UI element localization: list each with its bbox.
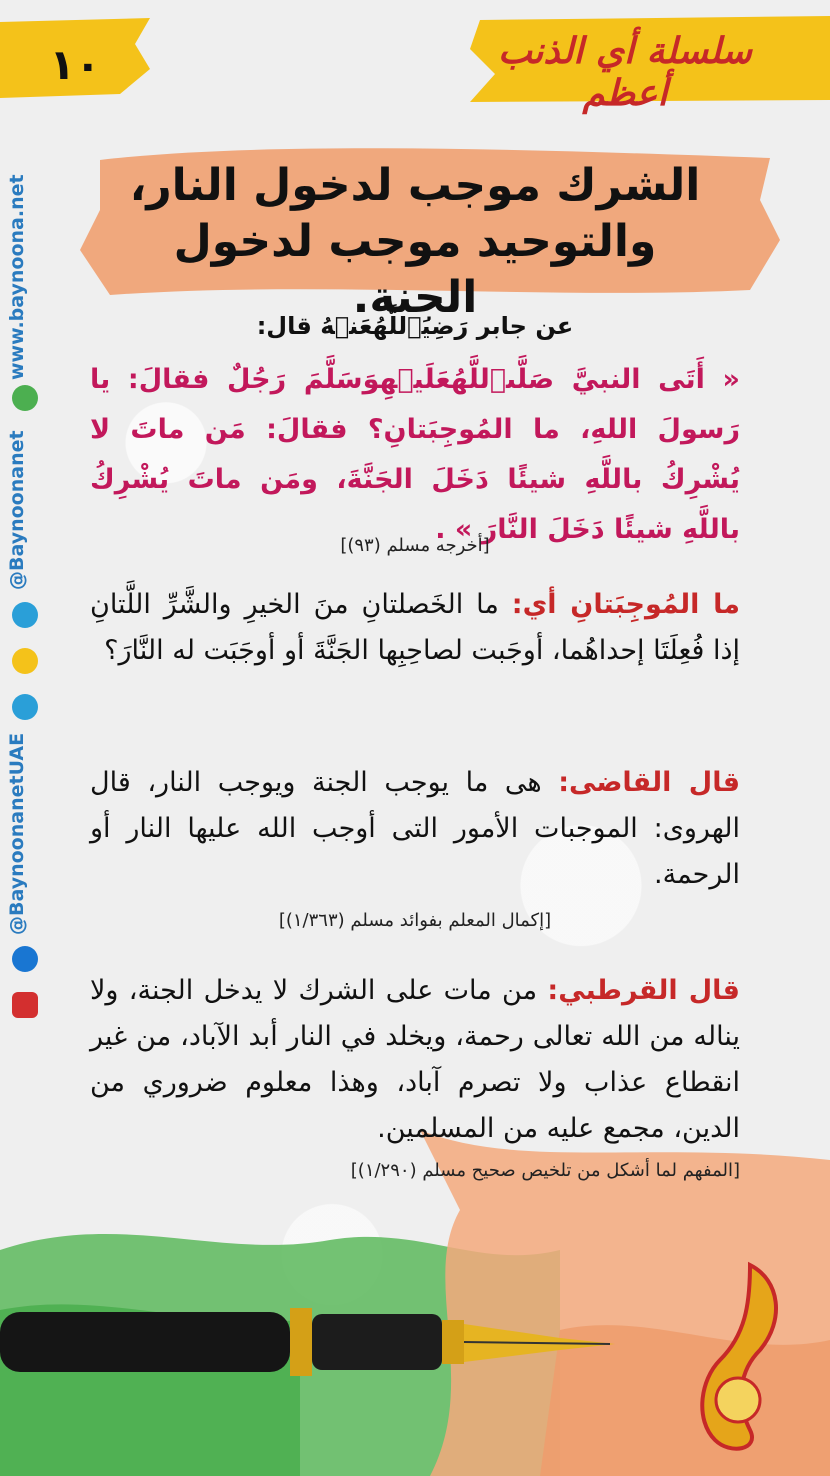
paragraph-3-label: قال القرطبي: xyxy=(547,975,740,1006)
paragraph-1-text: ما الخَصلتانِ منَ الخيرِ والشَّرِّ اللَّتانِ إذا فُعِلَتَا إحداهُما، أوجَبت لصاحِبِها الجَنَّةَ أو أوجَبَت له النَّارَ؟ xyxy=(90,589,740,666)
paragraph-2-label: قال القاضى: xyxy=(558,767,741,798)
fountain-pen-icon xyxy=(0,1290,620,1400)
heading-line-1: الشرك موجب لدخول النار، xyxy=(129,160,701,211)
facebook-icon[interactable] xyxy=(12,946,38,972)
series-title: سلسلة أي الذنب أعظم xyxy=(498,30,752,114)
twitter-icon[interactable] xyxy=(12,694,38,720)
snapchat-icon[interactable] xyxy=(12,648,38,674)
hadith-intro: عن جابر رَضِيَٱللَّهُعَنۡهُ قال: xyxy=(256,312,574,340)
youtube-icon[interactable] xyxy=(12,992,38,1018)
sidebar-website[interactable]: www.baynoona.net xyxy=(6,174,28,380)
paragraph-1-label: ما المُوجِبَتانِ أي: xyxy=(511,589,741,620)
paragraph-2 xyxy=(90,760,740,898)
paragraph-3-text: من مات على الشرك لا يدخل الجنة، ولا يناله من الله تعالى رحمة، ويخلد في النار أبد الآباد، من غير انقطاع عذاب ولا تصرم آباد، وهذا معلوم ضروري من الدين، مجمع عليه من المسلمين. xyxy=(90,975,740,1144)
sidebar-handle-1[interactable]: @Baynoonanet xyxy=(6,430,28,590)
paragraph-1 xyxy=(90,582,740,674)
paragraph-2-reference: [إكمال المعلم بفوائد مسلم (١/٣٦٣)] xyxy=(278,910,552,931)
telegram-icon[interactable] xyxy=(12,602,38,628)
paragraph-3 xyxy=(90,968,740,1152)
sidebar-handle-2[interactable]: @BaynoonanetUAE xyxy=(6,732,28,935)
hadith-reference: [أخرجه مسلم (٩٣)] xyxy=(340,535,490,556)
heading xyxy=(110,158,720,326)
website-icon[interactable] xyxy=(12,385,38,411)
heading-line-2: والتوحيد موجب لدخول الجنة. xyxy=(173,216,657,323)
hadith-text: « أَتَى النبيَّ صَلَّىٱللَّهُعَلَيۡهِوَسَلَّمَ رَجُلٌ فقالَ: يا رَسولَ اللهِ، ما المُوجِبَتانِ؟ فقالَ: مَن ماتَ لا يُشْرِكُ باللَّهِ شيئًا دَخَلَ الجَنَّةَ، ومَن ماتَ يُشْرِكُ باللَّهِ شيئًا دَخَلَ النَّارَ » . xyxy=(90,364,740,545)
page-number: ١٠ xyxy=(49,40,101,89)
paragraph-2-text: هى ما يوجب الجنة ويوجب النار، قال الهروى: الموجبات الأمور التى أوجب الله عليها النار أو الرحمة. xyxy=(90,767,740,890)
paragraph-3-reference: [المفهم لما أشكل من تلخيص صحيح مسلم (١/٢٩٠)] xyxy=(350,1160,740,1181)
baynoona-logo xyxy=(690,1260,800,1460)
